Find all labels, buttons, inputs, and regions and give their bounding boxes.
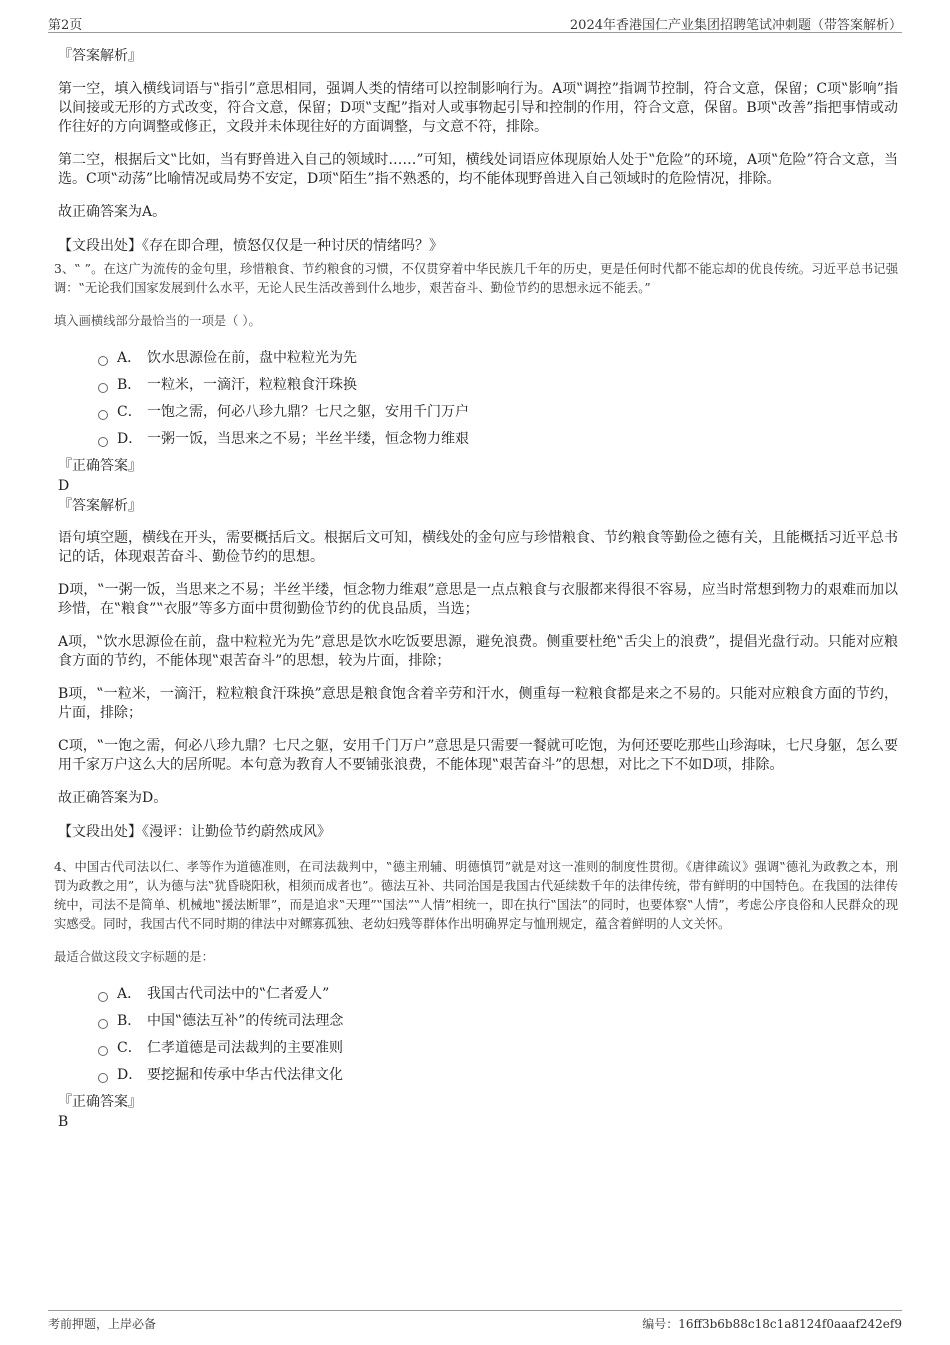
option-letter: A． bbox=[117, 986, 142, 1002]
document-title: 2024年香港国仁产业集团招聘笔试冲刺题（带答案解析） bbox=[569, 18, 902, 33]
document-serial: 编号：16ff3b6b88c18c1a8124f0aaaf242ef9 bbox=[642, 1317, 902, 1331]
option-text: 一饱之需，何必八珍九鼎？七尺之躯，安用千门万户 bbox=[147, 404, 469, 420]
q2-analysis-p2: 第二空，根据后文‟比如，当有野兽进入自己的领域时……”可知，横线处词语应体现原始人处于‟危险”的环境，A项‟危险”符合文意，当选。C项‟动荡”比喻情况或局势不安定，D项‟陌生”指不熟悉的，均不能体现野兽进入自己领域时的危险情况，排除。 bbox=[58, 152, 898, 187]
q2-source: 【文段出处】《存在即合理，愤怒仅仅是一种讨厌的情绪吗？》 bbox=[58, 238, 443, 254]
q2-conclusion: 故正确答案为A。 bbox=[58, 204, 167, 220]
option-text: 中国‟德法互补”的传统司法理念 bbox=[147, 1013, 344, 1029]
q3-analysis-p4: B项，‟一粒米，一滴汗，粒粒粮食汗珠换”意思是粮食饱含着辛劳和汗水，侧重每一粒粮食都是来之不易的。只能对应粮食方面的节约，片面，排除； bbox=[58, 686, 898, 721]
q4-prompt: 最适合做这段文字标题的是： bbox=[54, 950, 214, 964]
q4-option-b[interactable] bbox=[98, 1012, 898, 1030]
radio-icon[interactable] bbox=[98, 410, 108, 420]
option-letter: D． bbox=[117, 1067, 143, 1083]
option-letter: C． bbox=[117, 404, 142, 420]
page-header bbox=[48, 12, 902, 33]
option-letter: C． bbox=[117, 1040, 142, 1056]
option-letter: B． bbox=[117, 1013, 142, 1029]
q3-analysis-p1: 语句填空题，横线在开头，需要概括后文。根据后文可知，横线处的金句应与珍惜粮食、节约粮食等勤俭之德有关，且能概括习近平总书记的话，体现艰苦奋斗、勤俭节约的思想。 bbox=[58, 530, 898, 565]
option-text: 一粥一饭，当思来之不易；半丝半缕，恒念物力维艰 bbox=[147, 431, 469, 447]
option-text: 我国古代司法中的‟仁者爱人” bbox=[147, 986, 330, 1002]
option-text: 饮水思源俭在前，盘中粒粒光为先 bbox=[147, 350, 357, 366]
q4-options bbox=[98, 985, 898, 1084]
option-letter: D． bbox=[117, 431, 143, 447]
q3-correct-label: 『正确答案』 bbox=[58, 458, 142, 474]
radio-icon[interactable] bbox=[98, 992, 108, 1002]
q3-analysis-p2: D项，‟一粥一饭，当思来之不易；半丝半缕，恒念物力维艰”意思是一点点粮食与衣服都来得很不容易，应当时常想到物力的艰难而加以珍惜，在‟粮食”‟衣服”等多方面中贯彻勤俭节约的优良品质，当选； bbox=[58, 582, 898, 617]
radio-icon[interactable] bbox=[98, 1046, 108, 1056]
q3-answer: D bbox=[58, 478, 70, 494]
q3-analysis-label: 『答案解析』 bbox=[58, 498, 142, 514]
page-number: 第2页 bbox=[48, 18, 83, 33]
q4-question-text: 4、中国古代司法以仁、孝等作为道德准则，在司法裁判中，‟德主刑辅、明德慎罚”就是对这一准则的制度性贯彻。《唐律疏议》强调‟德礼为政教之本，刑罚为政教之用”，认为德与法‟犹昏晓阳秋，相须而成者也”。德法互补、共同治国是我国古代延续数千年的法律传统，带有鲜明的中国特色。在我国的法律传统中，司法不是简单、机械地‟援法断罪”，而是追求‟天理”‟国法”‟人情”相统一，即在执行‟国法”的同时，也要体察‟人情”，考虑公序良俗和人民群众的现实感受。同时，我国古代不同时期的律法中对鳏寡孤独、老幼妇残等群体作出明确界定与恤刑规定，蕴含着鲜明的人文关怀。 bbox=[54, 860, 898, 931]
option-letter: A． bbox=[117, 350, 142, 366]
q3-analysis-p5: C项，‟一饱之需，何必八珍九鼎？七尺之躯，安用千门万户”意思是只需要一餐就可吃饱，为何还要吃那些山珍海味，七尺身躯，怎么要用千家万户这么大的居所呢。本句意为教育人不要铺张浪费，不能体现‟艰苦奋斗”的思想，对比之下不如D项，排除。 bbox=[58, 738, 898, 773]
q3-option-a[interactable] bbox=[98, 349, 898, 367]
q3-source: 【文段出处】《漫评：让勤俭节约蔚然成风》 bbox=[58, 824, 331, 840]
q3-prompt: 填入画横线部分最恰当的一项是（ ）。 bbox=[54, 314, 261, 328]
option-text: 仁孝道德是司法裁判的主要准则 bbox=[147, 1040, 343, 1056]
page-content bbox=[54, 40, 898, 1133]
radio-icon[interactable] bbox=[98, 356, 108, 366]
radio-icon[interactable] bbox=[98, 1019, 108, 1029]
q3-option-d[interactable] bbox=[98, 430, 898, 448]
page-footer bbox=[48, 1310, 902, 1333]
q3-conclusion: 故正确答案为D。 bbox=[58, 790, 168, 806]
q4-option-d[interactable] bbox=[98, 1066, 898, 1084]
q3-option-c[interactable] bbox=[98, 403, 898, 421]
radio-icon[interactable] bbox=[98, 437, 108, 447]
q4-option-a[interactable] bbox=[98, 985, 898, 1003]
q4-answer: B bbox=[58, 1114, 69, 1130]
q2-analysis-label: 『答案解析』 bbox=[58, 48, 142, 64]
q3-question-text: 3、‟ ”。在这广为流传的金句里，珍惜粮食、节约粮食的习惯，不仅贯穿着中华民族几千年的历史，更是任何时代都不能忘却的优良传统。习近平总书记强调：‟无论我们国家发展到什么水平，无论人民生活改善到什么地步，艰苦奋斗、勤俭节约的思想永远不能丢。” bbox=[54, 262, 898, 295]
q3-option-b[interactable] bbox=[98, 376, 898, 394]
radio-icon[interactable] bbox=[98, 383, 108, 393]
q4-correct-label: 『正确答案』 bbox=[58, 1094, 142, 1110]
radio-icon[interactable] bbox=[98, 1073, 108, 1083]
q4-option-c[interactable] bbox=[98, 1039, 898, 1057]
option-text: 一粒米，一滴汗，粒粒粮食汗珠换 bbox=[147, 377, 357, 393]
q2-analysis-p1: 第一空，填入横线词语与‟指引”意思相同，强调人类的情绪可以控制影响行为。A项‟调控”指调节控制，符合文意，保留；C项‟影响”指以间接或无形的方式改变，符合文意，保留；D项‟支配”指对人或事物起引导和控制的作用，符合文意，保留。B项‟改善”指把事情或动作往好的方向调整或修正，文段并未体现往好的方面调整，与文意不符，排除。 bbox=[58, 81, 898, 135]
q3-analysis-p3: A项，‟饮水思源俭在前，盘中粒粒光为先”意思是饮水吃饭要思源，避免浪费。侧重要杜绝‟舌尖上的浪费”，提倡光盘行动。只能对应粮食方面的节约，不能体现‟艰苦奋斗”的思想，较为片面，排除； bbox=[58, 634, 898, 669]
option-letter: B． bbox=[117, 377, 142, 393]
option-text: 要挖掘和传承中华古代法律文化 bbox=[147, 1067, 343, 1083]
q3-options bbox=[98, 349, 898, 448]
footer-slogan: 考前押题，上岸必备 bbox=[48, 1317, 157, 1331]
